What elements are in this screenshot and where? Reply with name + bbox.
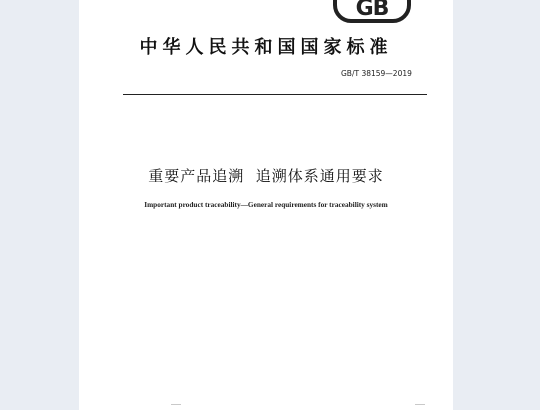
bottom-mark bbox=[415, 404, 425, 405]
gb-logo-icon bbox=[333, 0, 411, 23]
document-title-chinese: 重要产品追溯 追溯体系通用要求 bbox=[148, 167, 384, 185]
bottom-mark bbox=[171, 404, 181, 405]
document-page bbox=[79, 0, 453, 410]
document-title-english: Important product traceability—General requirements for traceability system bbox=[144, 200, 388, 209]
standard-organization: 中华人民共和国国家标准 bbox=[139, 37, 393, 58]
header-divider bbox=[123, 94, 427, 95]
logo-text: GB bbox=[355, 0, 389, 21]
standard-code: GB/T 38159—2019 bbox=[341, 69, 412, 78]
page-bottom-edge bbox=[79, 404, 453, 410]
